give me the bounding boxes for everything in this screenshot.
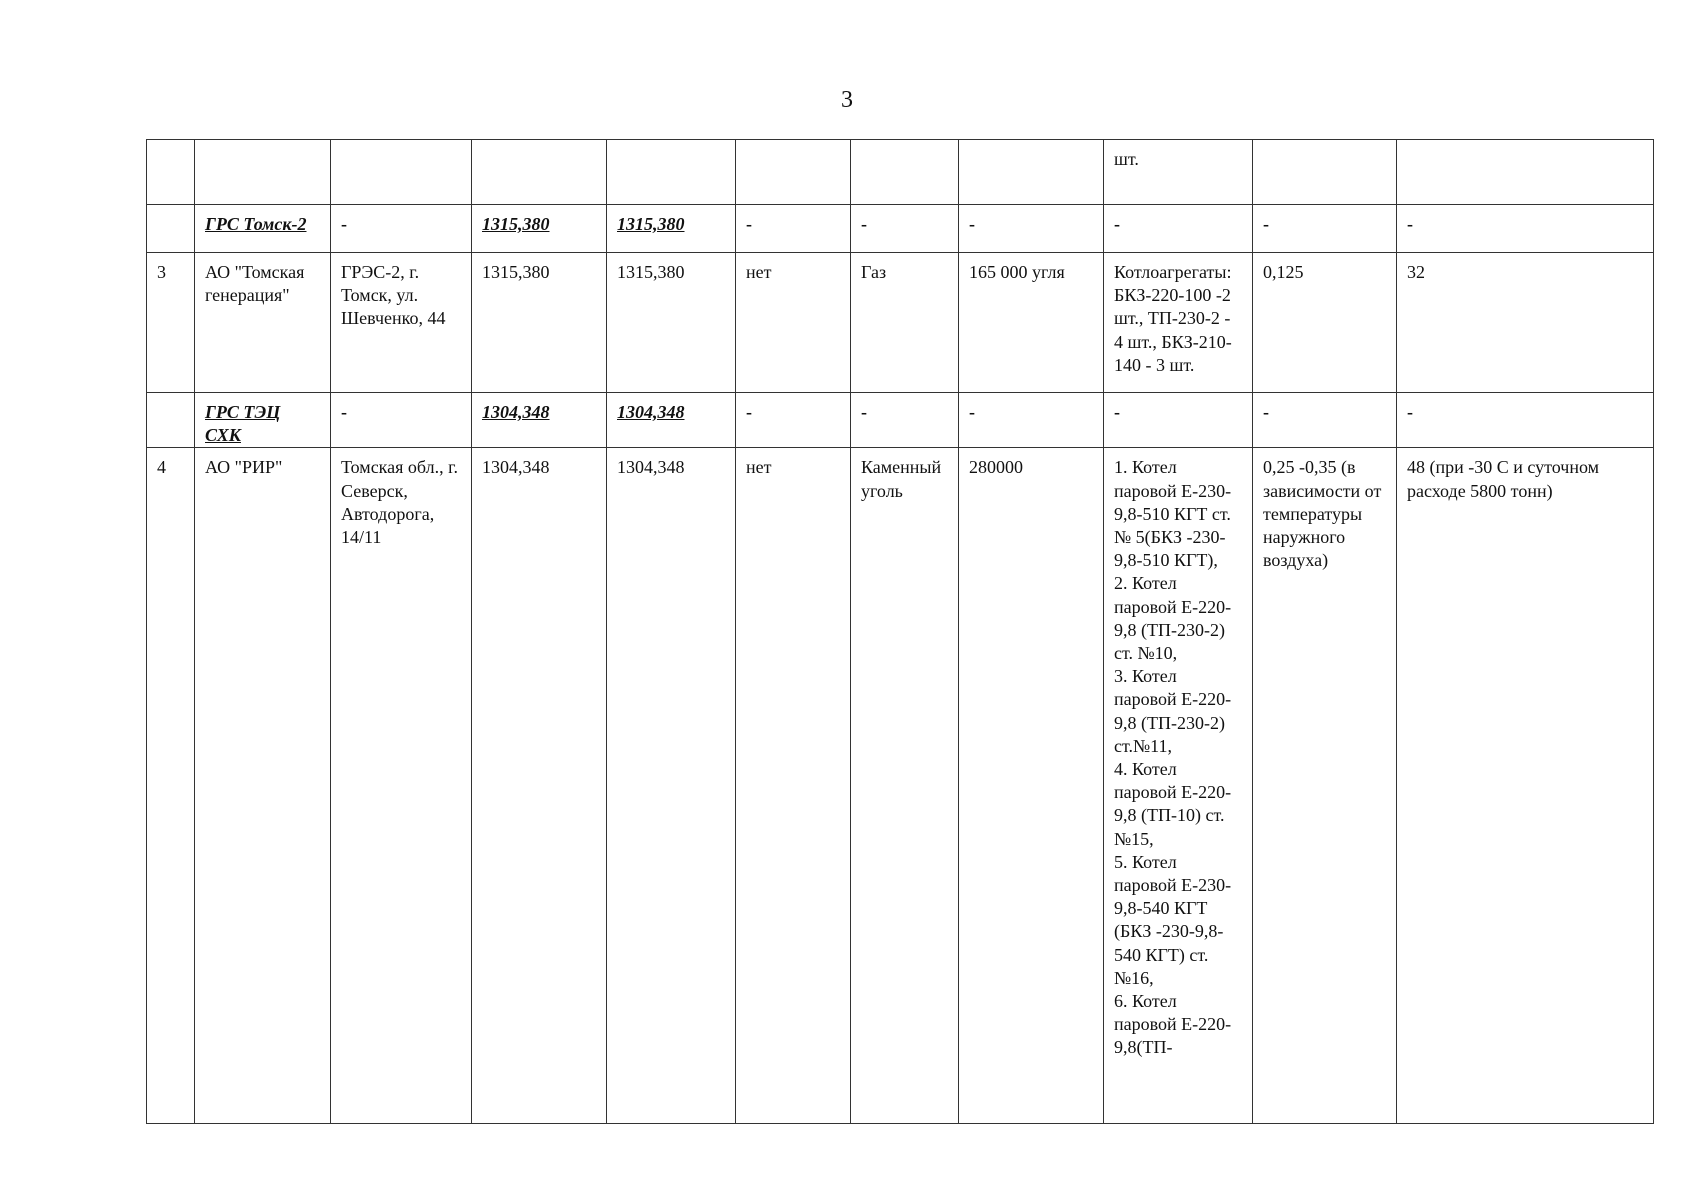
cell-empty xyxy=(959,140,1104,205)
cell-row-number: 3 xyxy=(147,253,195,393)
cell-fuel: Каменный уголь xyxy=(851,448,959,1124)
cell-value-1: 1315,380 xyxy=(472,253,607,393)
cell-duration: 48 (при -30 С и суточном расходе 5800 тонн) xyxy=(1397,448,1654,1124)
cell-equipment: Котлоагрегаты: БКЗ-220-100 -2 шт., ТП-230-2 - 4 шт., БКЗ-210-140 - 3 шт. xyxy=(1104,253,1253,393)
cell-duration: 32 xyxy=(1397,253,1654,393)
page-number: 3 xyxy=(841,87,853,113)
section-cell: - xyxy=(331,393,472,448)
section-value: 1304,348 xyxy=(472,393,607,448)
section-value: 1315,380 xyxy=(607,205,736,253)
section-cell: - xyxy=(1397,393,1654,448)
section-cell: - xyxy=(1253,205,1397,253)
section-cell: - xyxy=(736,205,851,253)
section-header-row xyxy=(147,393,1654,448)
cell-empty xyxy=(736,140,851,205)
cell-empty xyxy=(1253,140,1397,205)
cell-empty xyxy=(472,140,607,205)
section-cell: - xyxy=(851,205,959,253)
section-cell: - xyxy=(1104,393,1253,448)
section-cell: - xyxy=(959,393,1104,448)
cell-row-number: 4 xyxy=(147,448,195,1124)
cell-empty xyxy=(331,140,472,205)
table-row xyxy=(147,448,1654,1124)
section-cell: - xyxy=(1253,393,1397,448)
table-row xyxy=(147,253,1654,393)
cell-empty xyxy=(147,205,195,253)
cell-organization: АО "РИР" xyxy=(195,448,331,1124)
cell-empty xyxy=(1397,140,1654,205)
cell-address: ГРЭС-2, г. Томск, ул. Шевченко, 44 xyxy=(331,253,472,393)
section-cell: - xyxy=(736,393,851,448)
cell-empty xyxy=(851,140,959,205)
cell-empty xyxy=(147,393,195,448)
cell-value-2: 1304,348 xyxy=(607,448,736,1124)
document-table xyxy=(146,139,1654,1124)
cell-empty xyxy=(147,140,195,205)
section-title: ГРС Томск-2 xyxy=(195,205,331,253)
cell-organization: АО "Томская генерация" xyxy=(195,253,331,393)
cell-pressure: 0,125 xyxy=(1253,253,1397,393)
cell-equipment: 1. Котел паровой Е-230-9,8-510 КГТ ст.№ 5(БКЗ -230-9,8-510 КГТ), 2. Котел паровой Е-220-9,8 (ТП-230-2) ст. №10, 3. Котел паровой Е-220-9,8 (ТП-230-2) ст.№11, 4. Котел паровой Е-220-9,8 (ТП-10) ст.№15, 5. Котел паровой Е-230-9,8-540 КГТ (БКЗ -230-9,8-540 КГТ) ст.№16, 6. Котел паровой Е-220-9,8(ТП- xyxy=(1104,448,1253,1124)
section-cell: - xyxy=(851,393,959,448)
section-cell: - xyxy=(1397,205,1654,253)
cell-value-1: 1304,348 xyxy=(472,448,607,1124)
cell-reserve: 165 000 угля xyxy=(959,253,1104,393)
cell-empty xyxy=(607,140,736,205)
cell-equipment: шт. xyxy=(1104,140,1253,205)
cell-value-2: 1315,380 xyxy=(607,253,736,393)
cell-fuel: Газ xyxy=(851,253,959,393)
cell-flag: нет xyxy=(736,448,851,1124)
cell-pressure: 0,25 -0,35 (в зависимости от температуры наружного воздуха) xyxy=(1253,448,1397,1124)
cell-reserve: 280000 xyxy=(959,448,1104,1124)
section-value: 1304,348 xyxy=(607,393,736,448)
section-title: ГРС ТЭЦ СХК xyxy=(195,393,331,448)
cell-flag: нет xyxy=(736,253,851,393)
section-cell: - xyxy=(959,205,1104,253)
cell-address: Томская обл., г. Северск, Автодорога, 14/11 xyxy=(331,448,472,1124)
section-cell: - xyxy=(331,205,472,253)
section-cell: - xyxy=(1104,205,1253,253)
section-header-row xyxy=(147,205,1654,253)
section-value: 1315,380 xyxy=(472,205,607,253)
table-row-continuation xyxy=(147,140,1654,205)
cell-empty xyxy=(195,140,331,205)
